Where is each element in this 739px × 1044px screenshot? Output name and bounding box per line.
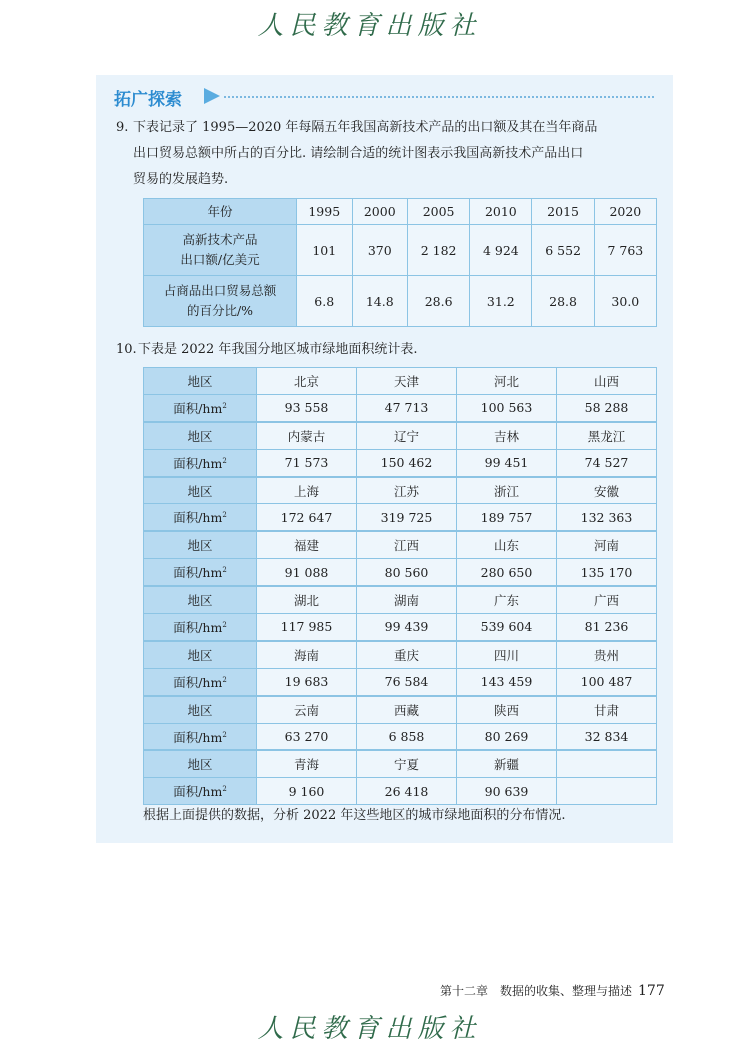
table-cell: 1995	[297, 199, 353, 225]
region-label: 地区	[144, 422, 257, 449]
area-cell: 81 236	[557, 614, 657, 641]
region-cell: 内蒙古	[257, 422, 357, 449]
area-label-sup: 2	[222, 675, 227, 684]
region-row	[144, 477, 657, 504]
table-cell: 2005	[408, 199, 470, 225]
table-cell: 2015	[532, 199, 594, 225]
q9-line: 出口贸易总额中所占的百分比. 请绘制合适的统计图表示我国高新技术产品出口	[133, 146, 584, 161]
area-cell: 9 160	[257, 778, 357, 805]
table-row	[144, 276, 657, 327]
arrow-icon	[204, 88, 220, 104]
area-label	[144, 723, 257, 750]
area-row	[144, 723, 657, 750]
region-cell: 湖南	[357, 586, 457, 613]
area-cell: 99 451	[457, 449, 557, 476]
region-label: 地区	[144, 750, 257, 777]
q10-number: 10.	[116, 342, 137, 357]
area-row	[144, 778, 657, 805]
area-label-sup: 2	[222, 456, 227, 465]
region-cell: 福建	[257, 531, 357, 558]
percent-label	[144, 276, 297, 327]
page-number: 177	[638, 983, 665, 999]
table-row	[144, 199, 657, 225]
area-label	[144, 559, 257, 586]
area-cell: 58 288	[557, 394, 657, 421]
area-label-sup: 2	[222, 511, 227, 520]
area-label	[144, 778, 257, 805]
area-label-sup: 2	[222, 401, 227, 410]
region-row	[144, 750, 657, 777]
region-cell: 新疆	[457, 750, 557, 777]
area-cell: 19 683	[257, 668, 357, 695]
table-cell: 28.8	[532, 276, 594, 327]
region-label: 地区	[144, 586, 257, 613]
area-label-sup: 2	[222, 785, 227, 794]
area-label-text: 面积/hm	[173, 784, 223, 800]
section-title: 拓广探索	[114, 90, 182, 110]
region-cell: 江苏	[357, 477, 457, 504]
region-cell: 河南	[557, 531, 657, 558]
area-label-sup: 2	[222, 566, 227, 575]
area-cell: 319 725	[357, 504, 457, 531]
region-label: 地区	[144, 531, 257, 558]
area-cell: 80 560	[357, 559, 457, 586]
region-cell: 浙江	[457, 477, 557, 504]
table-cell: 28.6	[408, 276, 470, 327]
area-row	[144, 668, 657, 695]
region-label: 地区	[144, 696, 257, 723]
region-cell: 山西	[557, 368, 657, 395]
area-cell: 63 270	[257, 723, 357, 750]
region-cell: 广东	[457, 586, 557, 613]
export-label	[144, 225, 297, 276]
area-label	[144, 504, 257, 531]
table-cell: 4 924	[470, 225, 532, 276]
area-label-text: 面积/hm	[173, 674, 223, 690]
table-cell: 2020	[594, 199, 656, 225]
region-cell: 海南	[257, 641, 357, 668]
area-label-text: 面积/hm	[173, 619, 223, 635]
region-cell: 上海	[257, 477, 357, 504]
area-cell: 280 650	[457, 559, 557, 586]
area-cell: 91 088	[257, 559, 357, 586]
table-cell: 6.8	[297, 276, 353, 327]
area-label	[144, 668, 257, 695]
area-cell: 47 713	[357, 394, 457, 421]
region-cell: 云南	[257, 696, 357, 723]
area-cell: 100 563	[457, 394, 557, 421]
label-line: 高新技术产品	[182, 232, 258, 247]
area-cell: 26 418	[357, 778, 457, 805]
table-cell: 370	[352, 225, 408, 276]
region-label: 地区	[144, 368, 257, 395]
area-cell: 32 834	[557, 723, 657, 750]
area-label-sup: 2	[222, 620, 227, 629]
area-cell: 80 269	[457, 723, 557, 750]
table-cell: 101	[297, 225, 353, 276]
region-label: 地区	[144, 641, 257, 668]
table-row	[144, 225, 657, 276]
region-cell: 西藏	[357, 696, 457, 723]
area-row	[144, 504, 657, 531]
region-cell: 安徽	[557, 477, 657, 504]
region-cell: 吉林	[457, 422, 557, 449]
region-cell: 辽宁	[357, 422, 457, 449]
q9-text	[133, 115, 663, 193]
area-row	[144, 559, 657, 586]
table-cell: 14.8	[352, 276, 408, 327]
area-label	[144, 449, 257, 476]
region-cell: 山东	[457, 531, 557, 558]
region-cell: 江西	[357, 531, 457, 558]
area-row	[144, 614, 657, 641]
area-label	[144, 614, 257, 641]
area-cell: 93 558	[257, 394, 357, 421]
publisher-logo: 人民教育出版社	[257, 1014, 482, 1044]
area-cell: 189 757	[457, 504, 557, 531]
table-cell: 7 763	[594, 225, 656, 276]
q10-followup: 根据上面提供的数据，分析 2022 年这些地区的城市绿地面积的分布情况.	[143, 808, 566, 823]
area-cell: 100 487	[557, 668, 657, 695]
area-cell: 74 527	[557, 449, 657, 476]
region-cell: 广西	[557, 586, 657, 613]
chapter-title: 第十二章 数据的收集、整理与描述	[440, 984, 633, 998]
area-cell: 132 363	[557, 504, 657, 531]
area-label-text: 面积/hm	[173, 729, 223, 745]
area-cell: 99 439	[357, 614, 457, 641]
extension-exploration-box	[96, 75, 673, 843]
region-cell: 四川	[457, 641, 557, 668]
year-header: 年份	[144, 199, 297, 225]
table-cell: 30.0	[594, 276, 656, 327]
q9-number: 9.	[116, 120, 129, 135]
area-cell: 117 985	[257, 614, 357, 641]
region-cell: 北京	[257, 368, 357, 395]
area-cell	[557, 778, 657, 805]
label-line: 出口额/亿美元	[180, 252, 260, 267]
area-cell: 6 858	[357, 723, 457, 750]
area-cell: 143 459	[457, 668, 557, 695]
region-row	[144, 531, 657, 558]
area-label-text: 面积/hm	[173, 565, 223, 581]
area-label-text: 面积/hm	[173, 510, 223, 526]
page-footer	[440, 982, 665, 999]
region-cell: 黑龙江	[557, 422, 657, 449]
region-row	[144, 696, 657, 723]
table-cell: 2010	[470, 199, 532, 225]
region-cell	[557, 750, 657, 777]
green-area-table	[143, 367, 657, 805]
area-label-text: 面积/hm	[173, 400, 223, 416]
area-row	[144, 449, 657, 476]
area-label-sup: 2	[222, 730, 227, 739]
table-cell: 6 552	[532, 225, 594, 276]
region-row	[144, 422, 657, 449]
export-table	[143, 198, 657, 327]
region-cell: 湖北	[257, 586, 357, 613]
region-cell: 天津	[357, 368, 457, 395]
region-row	[144, 586, 657, 613]
table-cell: 2000	[352, 199, 408, 225]
dotted-divider	[224, 96, 654, 98]
region-cell: 宁夏	[357, 750, 457, 777]
area-cell: 172 647	[257, 504, 357, 531]
area-cell: 150 462	[357, 449, 457, 476]
q9-line: 贸易的发展趋势.	[133, 172, 229, 187]
region-row	[144, 368, 657, 395]
region-cell: 甘肃	[557, 696, 657, 723]
area-label	[144, 394, 257, 421]
region-cell: 青海	[257, 750, 357, 777]
region-cell: 贵州	[557, 641, 657, 668]
q9-line: 下表记录了 1995—2020 年每隔五年我国高新技术产品的出口额及其在当年商品	[133, 120, 598, 135]
publisher-logo: 人民教育出版社	[257, 11, 482, 41]
area-cell: 135 170	[557, 559, 657, 586]
region-row	[144, 641, 657, 668]
area-cell: 90 639	[457, 778, 557, 805]
region-label: 地区	[144, 477, 257, 504]
region-cell: 河北	[457, 368, 557, 395]
area-cell: 76 584	[357, 668, 457, 695]
area-label-text: 面积/hm	[173, 455, 223, 471]
label-line: 的百分比/%	[186, 303, 254, 318]
table-cell: 31.2	[470, 276, 532, 327]
area-cell: 539 604	[457, 614, 557, 641]
area-cell: 71 573	[257, 449, 357, 476]
region-cell: 陕西	[457, 696, 557, 723]
q10-text: 下表是 2022 年我国分地区城市绿地面积统计表.	[138, 342, 418, 357]
area-row	[144, 394, 657, 421]
label-line: 占商品出口贸易总额	[163, 283, 277, 298]
table-cell: 2 182	[408, 225, 470, 276]
region-cell: 重庆	[357, 641, 457, 668]
